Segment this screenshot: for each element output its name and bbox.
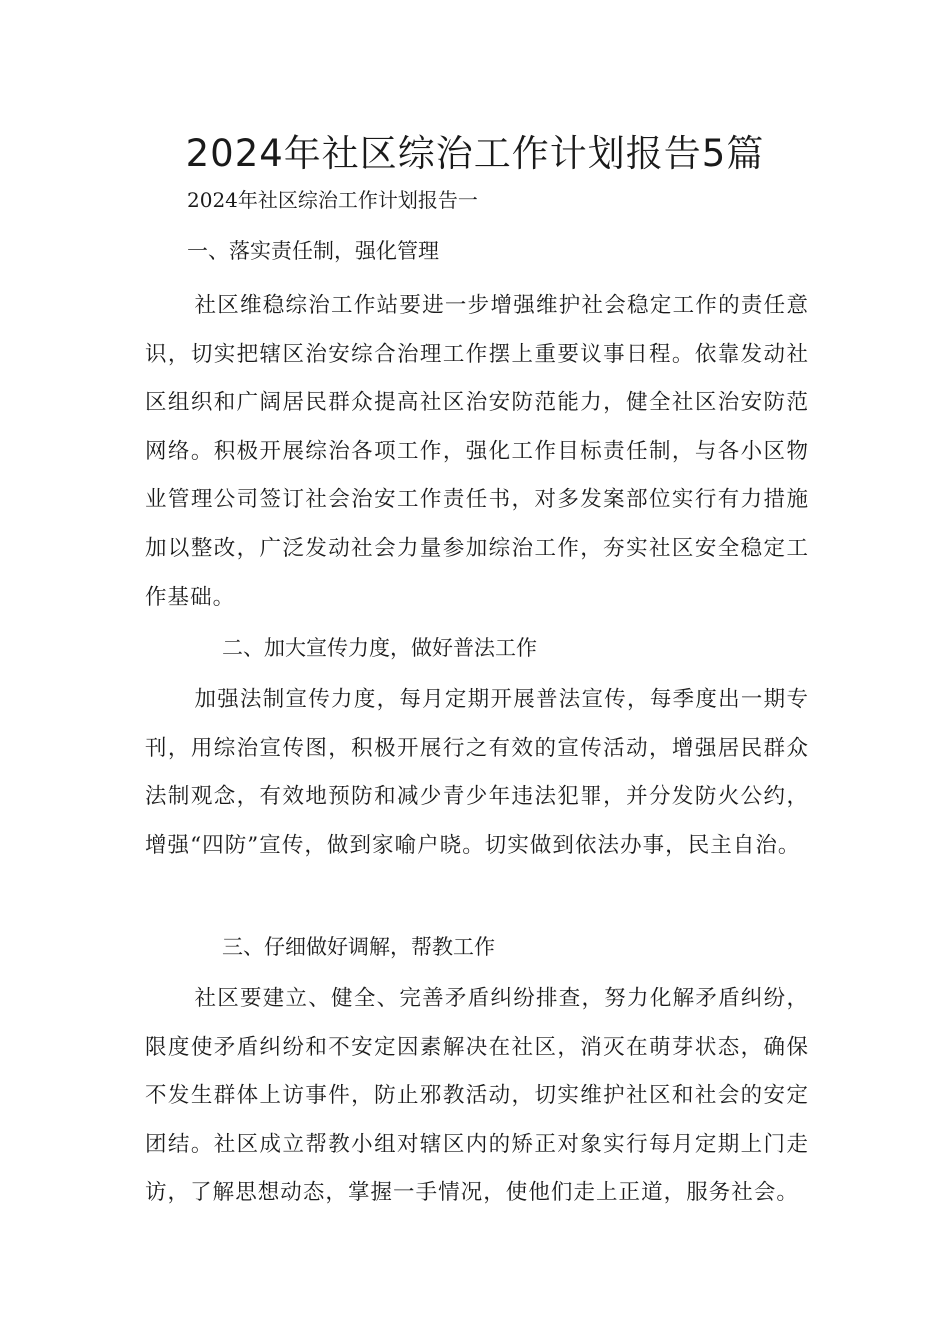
document-title: 2024年社区综治工作计划报告5篇 xyxy=(185,132,765,175)
section-3-heading: 三、仔细做好调解，帮教工作 xyxy=(222,935,495,959)
section-1-body: 社区维稳综治工作站要进一步增强维护社会稳定工作的责任意识，切实把辖区治安综合治理工作摆上重要议事日程。依靠发动社区组织和广阔居民群众提高社区治安防范能力，健全社区治安防范网络。积极开展综治各项工作，强化工作目标责任制，与各小区物业管理公司签订社会治安工作责任书，对多发案部位实行有力措施加以整改，广泛发动社会力量参加综治工作，夯实社区安全稳定工作基础。 xyxy=(145,293,809,610)
section-1-heading: 一、落实责任制，强化管理 xyxy=(187,239,439,263)
document-subtitle: 2024年社区综治工作计划报告一 xyxy=(187,188,478,212)
section-2-heading: 二、加大宣传力度，做好普法工作 xyxy=(222,636,537,660)
section-3-body: 社区要建立、健全、完善矛盾纠纷排查，努力化解矛盾纠纷，限度使矛盾纠纷和不安定因素解决在社区，消灭在萌芽状态，确保不发生群体上访事件，防止邪教活动，切实维护社区和社会的安定团结。社区成立帮教小组对辖区内的矫正对象实行每月定期上门走访，了解思想动态，掌握一手情况，使他们走上正道，服务社会。 xyxy=(145,986,809,1206)
section-2-body: 加强法制宣传力度，每月定期开展普法宣传，每季度出一期专刊，用综治宣传图，积极开展行之有效的宣传活动，增强居民群众法制观念，有效地预防和减少青少年违法犯罪，并分发防火公约，增强“四防”宣传，做到家喻户晓。切实做到依法办事，民主自治。 xyxy=(145,687,809,858)
